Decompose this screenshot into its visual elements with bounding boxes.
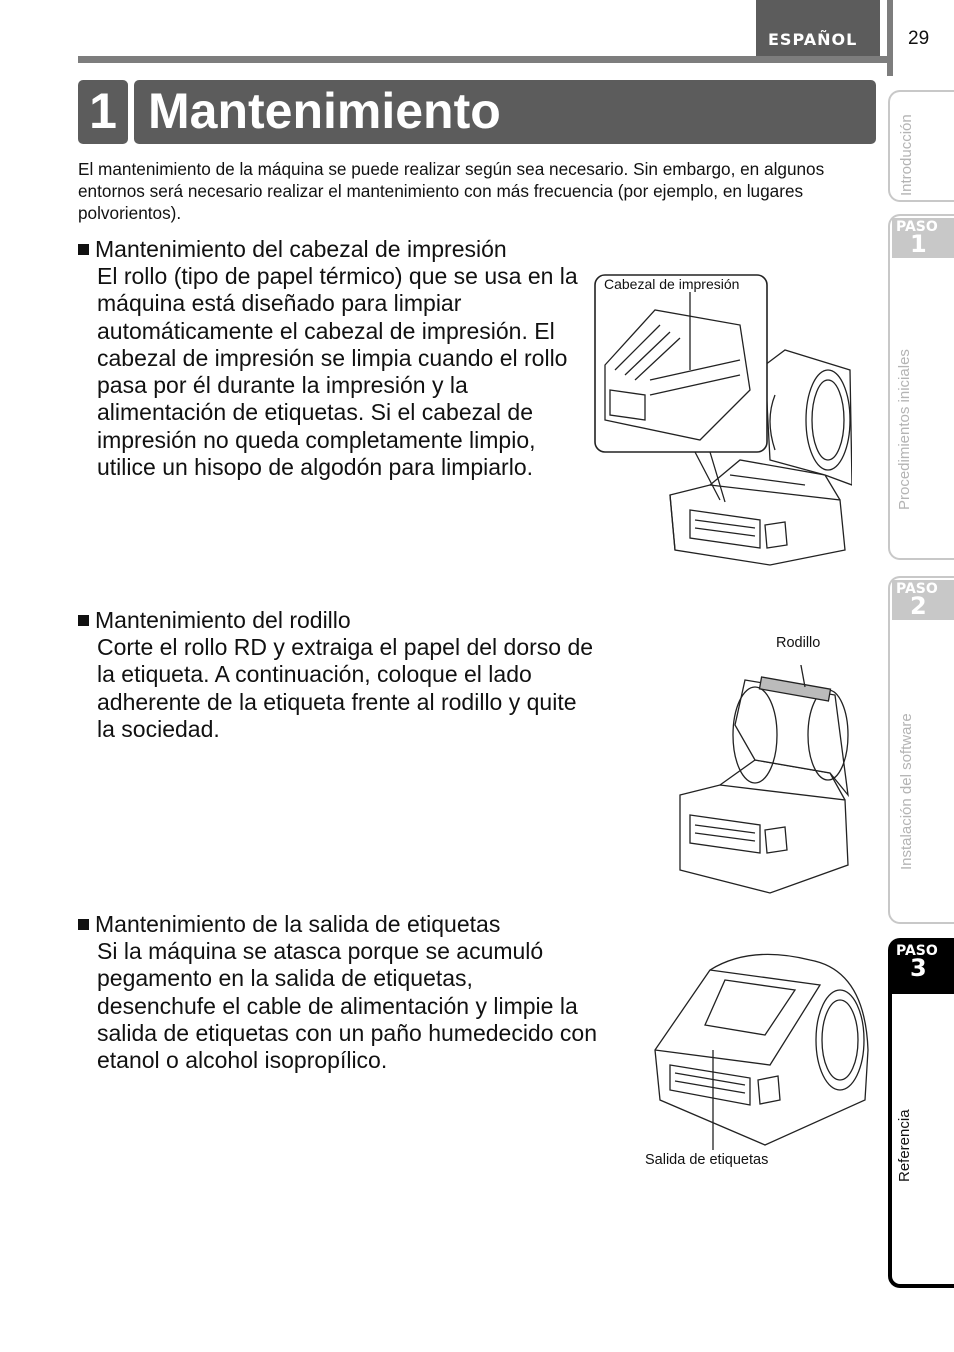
section-label-exit — [78, 911, 598, 1074]
square-bullet-icon — [78, 615, 89, 626]
intro-paragraph: El mantenimiento de la máquina se puede realizar según sea necesario. Sin embargo, en algunos entornos será necesario realizar el mantenimiento con más frecuencia (por ejemplo, en lugares polvorientos). — [78, 159, 825, 223]
section-body: Si la máquina se atasca porque se acumuló pegamento en la salida de etiquetas, desenchufe el cable de alimentación y limpie la salida de etiquetas con un paño humedecido con etanol o alcohol isopropílico. — [97, 938, 597, 1074]
step-1-header: PASO 1 — [892, 218, 954, 258]
printer-roller-illustration — [660, 665, 852, 897]
section-body: El rollo (tipo de papel térmico) que se usa en la máquina está diseñado para limpiar automáticamente el cabezal de impresión. El cabezal de impresión se limpia cuando el rollo pasa por él durante la impresión y la alimentación de etiquetas. Si el cabezal de impresión no queda completamente limpio, utilice un hisopo de algodón para limpiarlo. — [97, 263, 578, 481]
chapter-title: Mantenimiento — [148, 83, 501, 139]
language-tab — [756, 0, 880, 56]
square-bullet-icon — [78, 244, 89, 255]
page-number: 29 — [908, 28, 930, 49]
side-tab-step-2-label: Instalación del software — [898, 713, 915, 870]
figure-caption: Salida de etiquetas — [645, 1152, 769, 1168]
chapter-title-box — [134, 80, 876, 144]
side-tab-introduction-label: Introducción — [898, 114, 915, 196]
printer-label-exit-illustration — [650, 940, 880, 1150]
section-body: Corte el rollo RD y extraiga el papel del dorso de la etiqueta. A continuación, coloque el lado adherente de la etiqueta frente al rodillo y quite la sociedad. — [97, 634, 594, 742]
side-tab-step-1-label: Procedimientos iniciales — [896, 349, 913, 510]
figure-caption: Rodillo — [776, 635, 821, 651]
section-roller — [78, 607, 598, 743]
side-tab-step-3-label: Referencia — [896, 1109, 913, 1182]
section-heading: Mantenimiento del cabezal de impresión — [78, 236, 598, 263]
chapter-number-box — [78, 80, 128, 144]
printer-open-head-illustration — [590, 270, 852, 570]
header-divider — [78, 56, 890, 63]
header-vertical-divider — [887, 0, 893, 76]
language-label: ESPAÑOL — [768, 30, 858, 49]
square-bullet-icon — [78, 919, 89, 930]
section-heading: Mantenimiento de la salida de etiquetas — [78, 911, 598, 938]
section-print-head — [78, 236, 598, 481]
figure-caption: Cabezal de impresión — [604, 276, 740, 292]
step-2-header: PASO 2 — [892, 580, 954, 620]
chapter-number: 1 — [89, 83, 117, 139]
step-3-header: PASO 3 — [892, 942, 954, 994]
section-heading: Mantenimiento del rodillo — [78, 607, 598, 634]
